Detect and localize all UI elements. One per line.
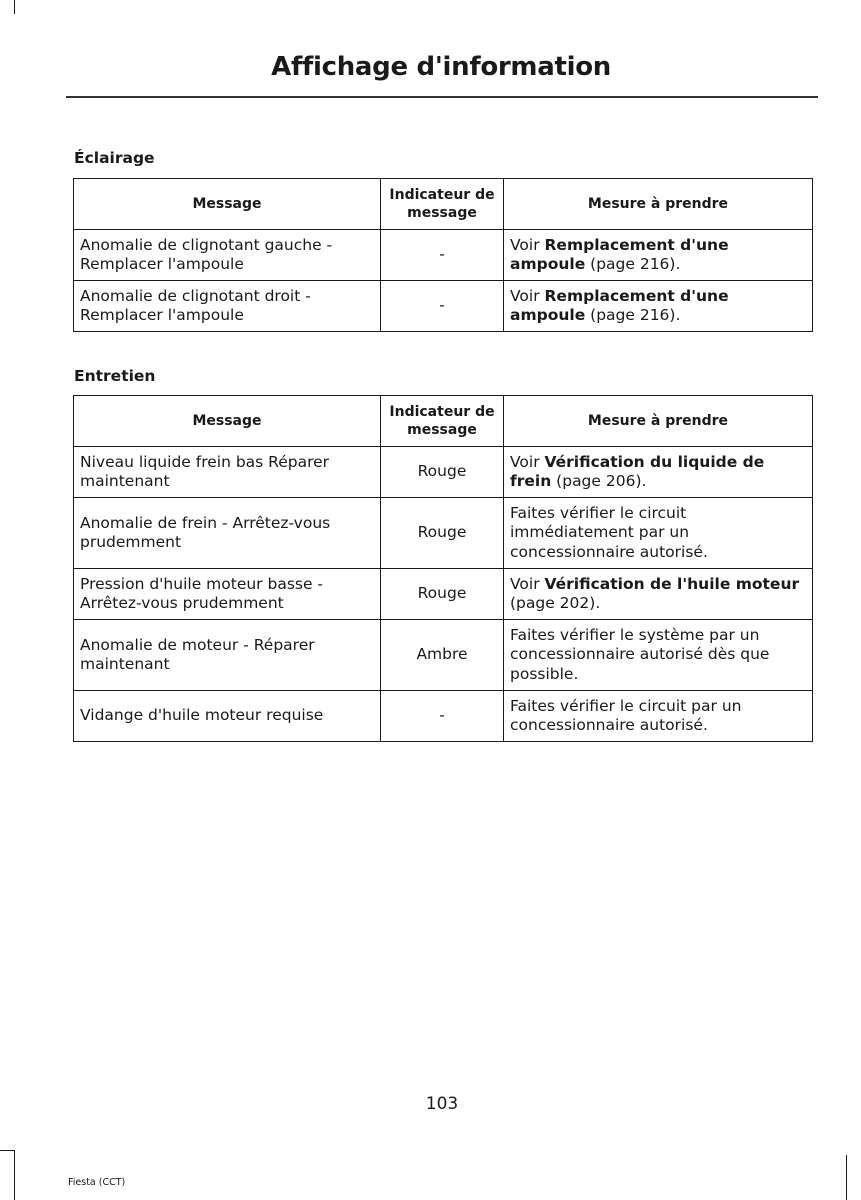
action-reference-link[interactable]: Vérification de l'huile moteur bbox=[544, 574, 800, 593]
action-reference-link[interactable]: Vérification du liquide de frein bbox=[510, 452, 765, 490]
message-cell: Anomalie de frein - Arrêtez-vous prudemment bbox=[74, 498, 381, 569]
action-cell bbox=[504, 691, 813, 742]
action-cell bbox=[504, 569, 813, 620]
action-cell bbox=[504, 498, 813, 569]
message-cell: Vidange d'huile moteur requise bbox=[74, 691, 381, 742]
message-cell: Pression d'huile moteur basse - Arrêtez-vous prudemment bbox=[74, 569, 381, 620]
action-text: Voir bbox=[510, 286, 545, 305]
table-header-row bbox=[74, 179, 813, 230]
action-text: Faites vérifier le système par un concessionnaire autorisé dès que possible. bbox=[510, 625, 770, 683]
indicator-cell: Rouge bbox=[381, 569, 504, 620]
action-cell bbox=[504, 281, 813, 332]
section-heading-lighting: Éclairage bbox=[74, 149, 155, 167]
crop-mark-bottom-left bbox=[14, 1150, 15, 1200]
action-reference-link[interactable]: Remplacement d'une ampoule bbox=[510, 235, 729, 273]
column-header-message: Message bbox=[74, 179, 381, 230]
maintenance-table bbox=[73, 395, 813, 742]
message-cell: Niveau liquide frein bas Réparer maintenant bbox=[74, 447, 381, 498]
action-text: Faites vérifier le circuit immédiatement par un concessionnaire autorisé. bbox=[510, 503, 708, 561]
title-rule bbox=[66, 96, 818, 98]
indicator-cell: - bbox=[381, 691, 504, 742]
column-header-indicator: Indicateur de message bbox=[381, 179, 504, 230]
action-page-ref: (page 216). bbox=[585, 306, 681, 324]
crop-mark-top-left bbox=[14, 0, 15, 14]
action-text: Voir bbox=[510, 574, 545, 593]
action-cell bbox=[504, 230, 813, 281]
indicator-cell: Rouge bbox=[381, 498, 504, 569]
page-number: 103 bbox=[425, 1094, 459, 1114]
action-page-ref: (page 216). bbox=[585, 255, 681, 273]
action-reference-link[interactable]: Remplacement d'une ampoule bbox=[510, 286, 729, 324]
indicator-cell: - bbox=[381, 230, 504, 281]
action-page-ref: (page 202). bbox=[510, 594, 601, 612]
message-cell: Anomalie de clignotant gauche - Remplacer l'ampoule bbox=[74, 230, 381, 281]
page-title: Affichage d'information bbox=[271, 52, 611, 82]
crop-mark-bottom-left-horizontal bbox=[0, 1150, 14, 1151]
table-row bbox=[74, 230, 813, 281]
action-cell bbox=[504, 447, 813, 498]
action-cell bbox=[504, 620, 813, 691]
table-header-row bbox=[74, 396, 813, 447]
table-row bbox=[74, 569, 813, 620]
table-row bbox=[74, 281, 813, 332]
indicator-cell: Ambre bbox=[381, 620, 504, 691]
message-cell: Anomalie de moteur - Réparer maintenant bbox=[74, 620, 381, 691]
column-header-action: Mesure à prendre bbox=[504, 179, 813, 230]
table-row bbox=[74, 498, 813, 569]
crop-mark-bottom-right bbox=[846, 1155, 847, 1200]
column-header-indicator: Indicateur de message bbox=[381, 396, 504, 447]
message-cell: Anomalie de clignotant droit - Remplacer l'ampoule bbox=[74, 281, 381, 332]
action-text: Voir bbox=[510, 235, 545, 254]
table-row bbox=[74, 620, 813, 691]
indicator-cell: - bbox=[381, 281, 504, 332]
column-header-message: Message bbox=[74, 396, 381, 447]
indicator-cell: Rouge bbox=[381, 447, 504, 498]
column-header-action: Mesure à prendre bbox=[504, 396, 813, 447]
footer-model-label: Fiesta (CCT) bbox=[68, 1177, 126, 1188]
table-row bbox=[74, 691, 813, 742]
action-text: Faites vérifier le circuit par un concessionnaire autorisé. bbox=[510, 696, 742, 734]
action-page-ref: (page 206). bbox=[551, 472, 647, 490]
action-text: Voir bbox=[510, 452, 545, 471]
section-heading-maintenance: Entretien bbox=[74, 367, 156, 385]
table-row bbox=[74, 447, 813, 498]
lighting-table bbox=[73, 178, 813, 332]
